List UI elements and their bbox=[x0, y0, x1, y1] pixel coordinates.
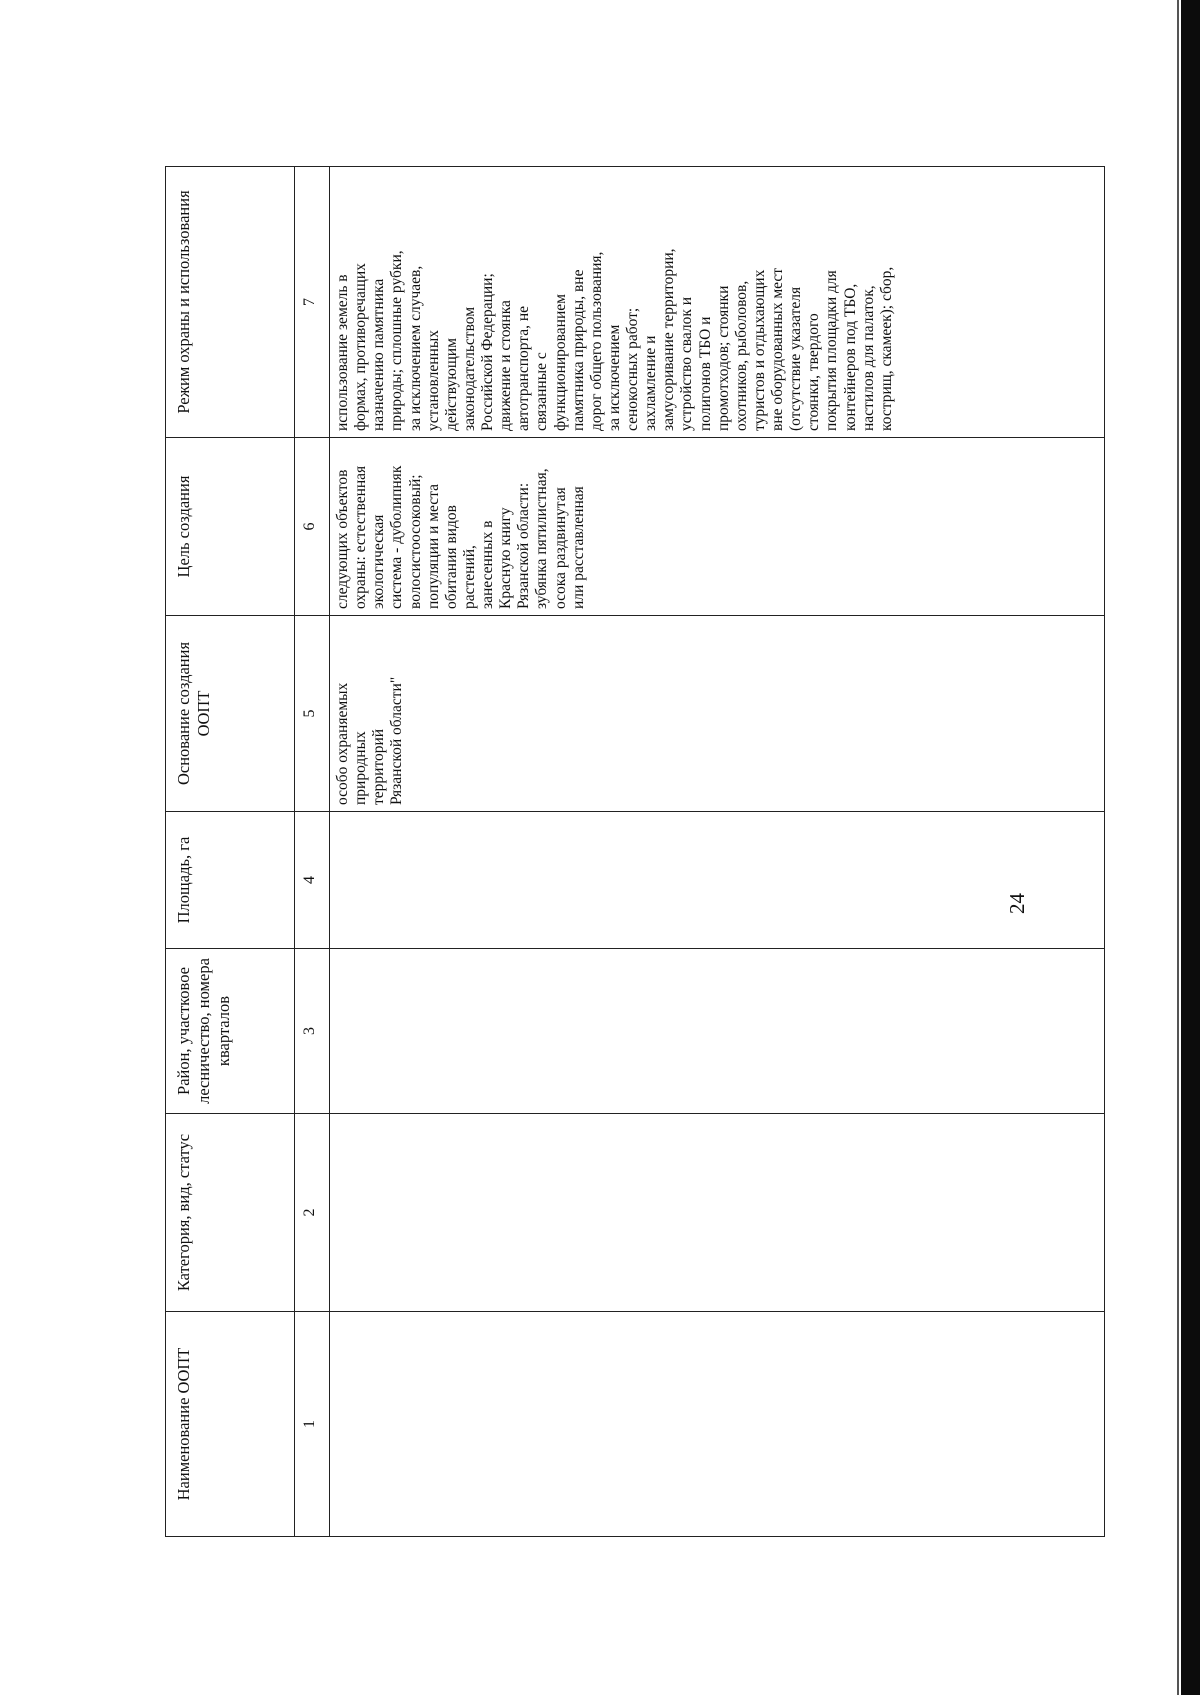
header-row bbox=[166, 167, 295, 1537]
column-number-7: 7 bbox=[295, 167, 330, 438]
header-district: Район, участковое лесничество, номера кварталов bbox=[166, 949, 295, 1114]
cell-basis: особо охраняемых природных территорий Рязанской области" bbox=[330, 616, 1105, 812]
header-area: Площадь, га bbox=[166, 812, 295, 949]
cell-name bbox=[330, 1312, 1105, 1537]
cell-purpose: следующих объектов охраны: естественная экологическая система - дуболипняк волосистоосоковый; популяции и места обитания видов растений, занесенных в Красную книгу Рязанской области: зубянка пятилистная, осока раздвинутая или расставленная bbox=[330, 438, 1105, 616]
cell-district bbox=[330, 949, 1105, 1114]
column-number-6: 6 bbox=[295, 438, 330, 616]
cell-category bbox=[330, 1114, 1105, 1312]
column-number-2: 2 bbox=[295, 1114, 330, 1312]
header-category: Категория, вид, статус bbox=[166, 1114, 295, 1312]
column-number-1: 1 bbox=[295, 1312, 330, 1537]
rotated-page bbox=[165, 167, 1175, 1537]
header-regime: Режим охраны и использования bbox=[166, 167, 295, 438]
cell-area bbox=[330, 812, 1105, 949]
scan-edge-shadow bbox=[1181, 0, 1200, 1695]
oopt-table bbox=[165, 166, 1105, 1537]
header-purpose: Цель создания bbox=[166, 438, 295, 616]
header-name: Наименование ООПТ bbox=[166, 1312, 295, 1537]
column-number-3: 3 bbox=[295, 949, 330, 1114]
column-number-4: 4 bbox=[295, 812, 330, 949]
column-number-5: 5 bbox=[295, 616, 330, 812]
scan-edge-line bbox=[1177, 0, 1179, 1695]
cell-regime: использование земель в формах, противоречащих назначению памятника природы; сплошные рубки, за исключением случаев, установленных действующим законодательством Российской Федерации; движение и стоянка автотранспорта, не связанные с функционированием памятника природы, вне дорог общего пользования, за исключением сенокосных работ; захламление и замусоривание территории, устройство свалок и полигонов ТБО и промотходов; стоянки охотников, рыболовов, туристов и отдыхающих вне оборудованных мест (отсутствие указателя стоянки, твердого покрытия площадки для контейнеров под ТБО, настилов для палаток, кострищ, скамеек); сбор, bbox=[330, 167, 1105, 438]
column-number-row bbox=[295, 167, 330, 1537]
table-row bbox=[330, 167, 1105, 1537]
header-basis: Основание создания ООПТ bbox=[166, 616, 295, 812]
page-number: 24 bbox=[1005, 893, 1029, 914]
